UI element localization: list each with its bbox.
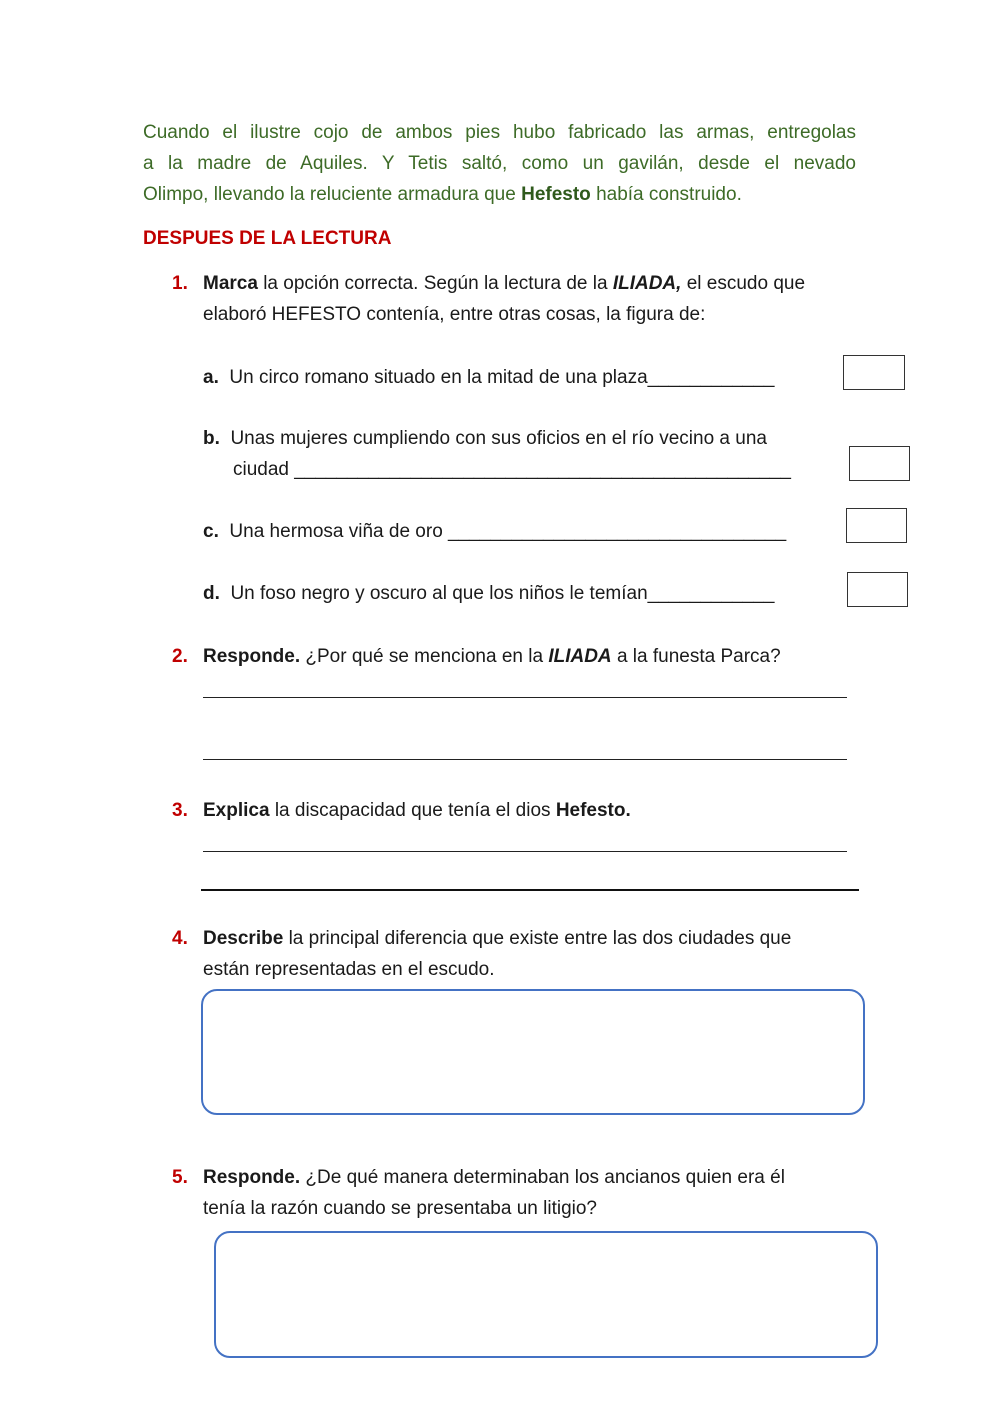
- q2-number: 2.: [172, 646, 188, 667]
- q5-text: Responde. ¿De qué manera determinaban los ancianos quien era él: [203, 1167, 785, 1188]
- option-a: a. Un circo romano situado en la mitad de una plaza____________: [203, 367, 775, 388]
- q5-answer-box[interactable]: [214, 1231, 878, 1358]
- q2-text: Responde. ¿Por qué se menciona en la ILIADA a la funesta Parca?: [203, 646, 781, 667]
- option-d-checkbox[interactable]: [847, 572, 908, 607]
- q3-text: Explica la discapacidad que tenía el dios Hefesto.: [203, 800, 631, 821]
- q3-answer-line-1[interactable]: [203, 851, 847, 852]
- q4-answer-box[interactable]: [201, 989, 865, 1115]
- q5-number: 5.: [172, 1167, 188, 1188]
- option-b: b. Unas mujeres cumpliendo con sus oficios en el río vecino a una: [203, 428, 767, 449]
- intro-hefesto: Hefesto: [521, 184, 591, 205]
- q2-answer-line-1[interactable]: [203, 697, 847, 698]
- q1-text-line-2: elaboró HEFESTO contenía, entre otras cosas, la figura de:: [203, 304, 706, 325]
- q3-answer-line-2[interactable]: [201, 889, 859, 891]
- q1-text: Marca la opción correcta. Según la lectura de la ILIADA, el escudo que: [203, 273, 806, 294]
- q5-text-line-2: tenía la razón cuando se presentaba un litigio?: [203, 1198, 597, 1219]
- q1-number: 1.: [172, 273, 188, 294]
- option-d: d. Un foso negro y oscuro al que los niños le temían____________: [203, 583, 775, 604]
- q4-text-line-2: están representadas en el escudo.: [203, 959, 495, 980]
- option-b-checkbox[interactable]: [849, 446, 910, 481]
- option-c: c. Una hermosa viña de oro ________________________________: [203, 521, 787, 542]
- option-a-checkbox[interactable]: [843, 355, 905, 390]
- option-c-checkbox[interactable]: [846, 508, 907, 543]
- section-heading: DESPUES DE LA LECTURA: [143, 228, 392, 249]
- q2-answer-line-2[interactable]: [203, 759, 847, 760]
- q4-number: 4.: [172, 928, 188, 949]
- intro-line-3: Olimpo, llevando la reluciente armadura que Hefesto había construido.: [143, 184, 742, 205]
- option-b-line-2: ciudad _______________________________________________: [233, 459, 791, 480]
- intro-line-1: Cuando el ilustre cojo de ambos pies hubo fabricado las armas, entregolas: [143, 122, 856, 143]
- q3-number: 3.: [172, 800, 188, 821]
- intro-line-2: a la madre de Aquiles. Y Tetis saltó, como un gavilán, desde el nevado: [143, 153, 856, 174]
- q4-text: Describe la principal diferencia que existe entre las dos ciudades que: [203, 928, 792, 949]
